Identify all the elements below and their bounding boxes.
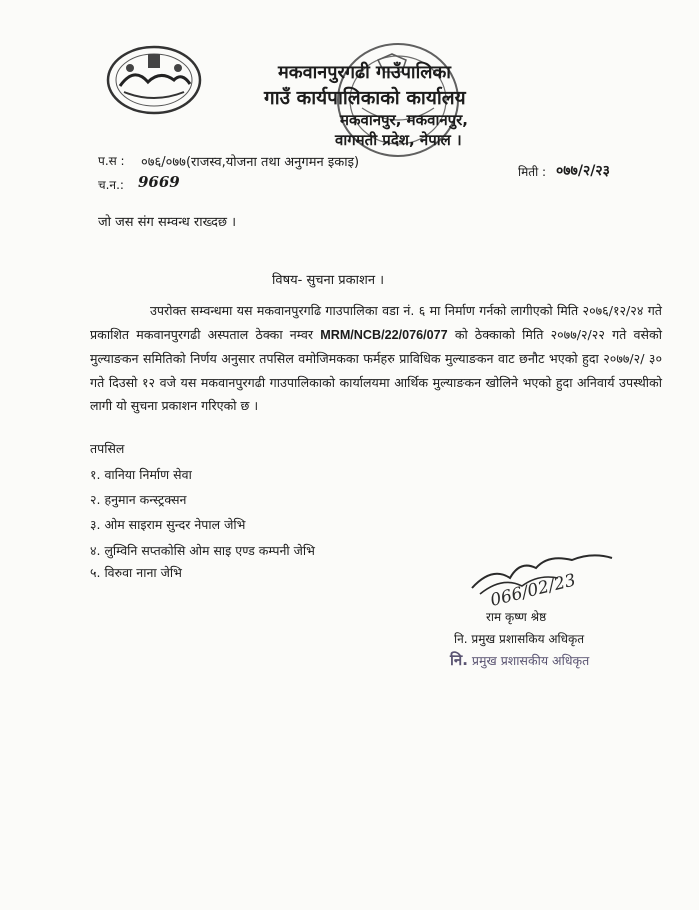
tender-code: MRM/NCB/22/076/077 [320, 327, 448, 342]
dispatch-label: च.न.: [98, 178, 124, 192]
firm-list-item: ४. लुम्विनि सप्तकोसि ओम साइ एण्ड कम्पनी जेभि [90, 543, 315, 558]
signatory-designation: नि. प्रमुख प्रशासकिय अधिकृत [454, 632, 585, 646]
firm-list-item: २. हनुमान कन्स्ट्रक्सन [90, 492, 187, 507]
reference-number: ०७६/०७७(राजस्व,योजना तथा अनुगमन इकाइ) [141, 155, 360, 170]
body-part-2: को ठेक्काको मिति २०७७/२/२२ गते वसेको मुल्याङकन समितिको निर्णय अनुसार तपसिल वमोजिमकका फर्महरु प्राविधिक मुल्याङकन वाट छनौट भएको हुदा २०७७/२/ ३० गते दिउसो १२ वजे यस मकवानपुरगढी गाउपालिकाको कार्यालयमा आर्थिक मुल्याङकन खोलिने भएको हुदा अनिवार्य उपस्थीको लागी यो सुचना प्रकाशन गरिएको छ । [90, 326, 662, 413]
office-name-heading: मकवानपुरगढी गाउँपालिका [278, 62, 451, 83]
office-executive-heading: गाउँ कार्यपालिकाको कार्यालय [264, 87, 466, 109]
firm-list-item: ३. ओम साइराम सुन्दर नेपाल जेभि [90, 517, 246, 532]
office-address-line: मकवानपुर, मकवानपुर, [340, 111, 469, 129]
stamp-text: प्रमुख प्रशासकीय अधिकृत [471, 653, 590, 668]
date-value: ०७७/२/२३ [556, 163, 610, 179]
stamp-prefix: नि. [450, 651, 468, 669]
reference-label: प.स : [98, 154, 125, 168]
designation-stamp [450, 650, 589, 670]
subject-line: विषय- सुचना प्रकाशन । [272, 273, 385, 288]
dispatch-number: 9669 [138, 173, 180, 191]
list-title: तपसिल [90, 441, 125, 456]
signature-date: 066/02/23 [488, 570, 578, 611]
date-label: मिती : [518, 165, 547, 179]
firm-list-item: १. वानिया निर्माण सेवा [90, 467, 192, 482]
body-part-1: उपरोक्त सम्वन्धमा यस मकवानपुरगढि गाउपालिका वडा नं. ६ मा निर्माण गर्नको लागीएको मिति २०७६/१२/२४ गते प्रकाशित मकवानपुरगढी अस्पताल ठेक्का नम्वर [90, 303, 662, 342]
signatory-name: राम कृष्ण श्रेष्ठ [486, 610, 547, 624]
addressee-line: जो जस संग सम्वन्ध राख्दछ । [98, 215, 237, 230]
firm-list-item: ५. विरुवा नाना जेभि [90, 565, 182, 580]
notice-body [90, 299, 662, 418]
nepal-emblem-logo [104, 42, 204, 118]
handwritten-signature [462, 548, 622, 612]
office-province-line: वागमती प्रदेश, नेपाल । [335, 131, 462, 149]
